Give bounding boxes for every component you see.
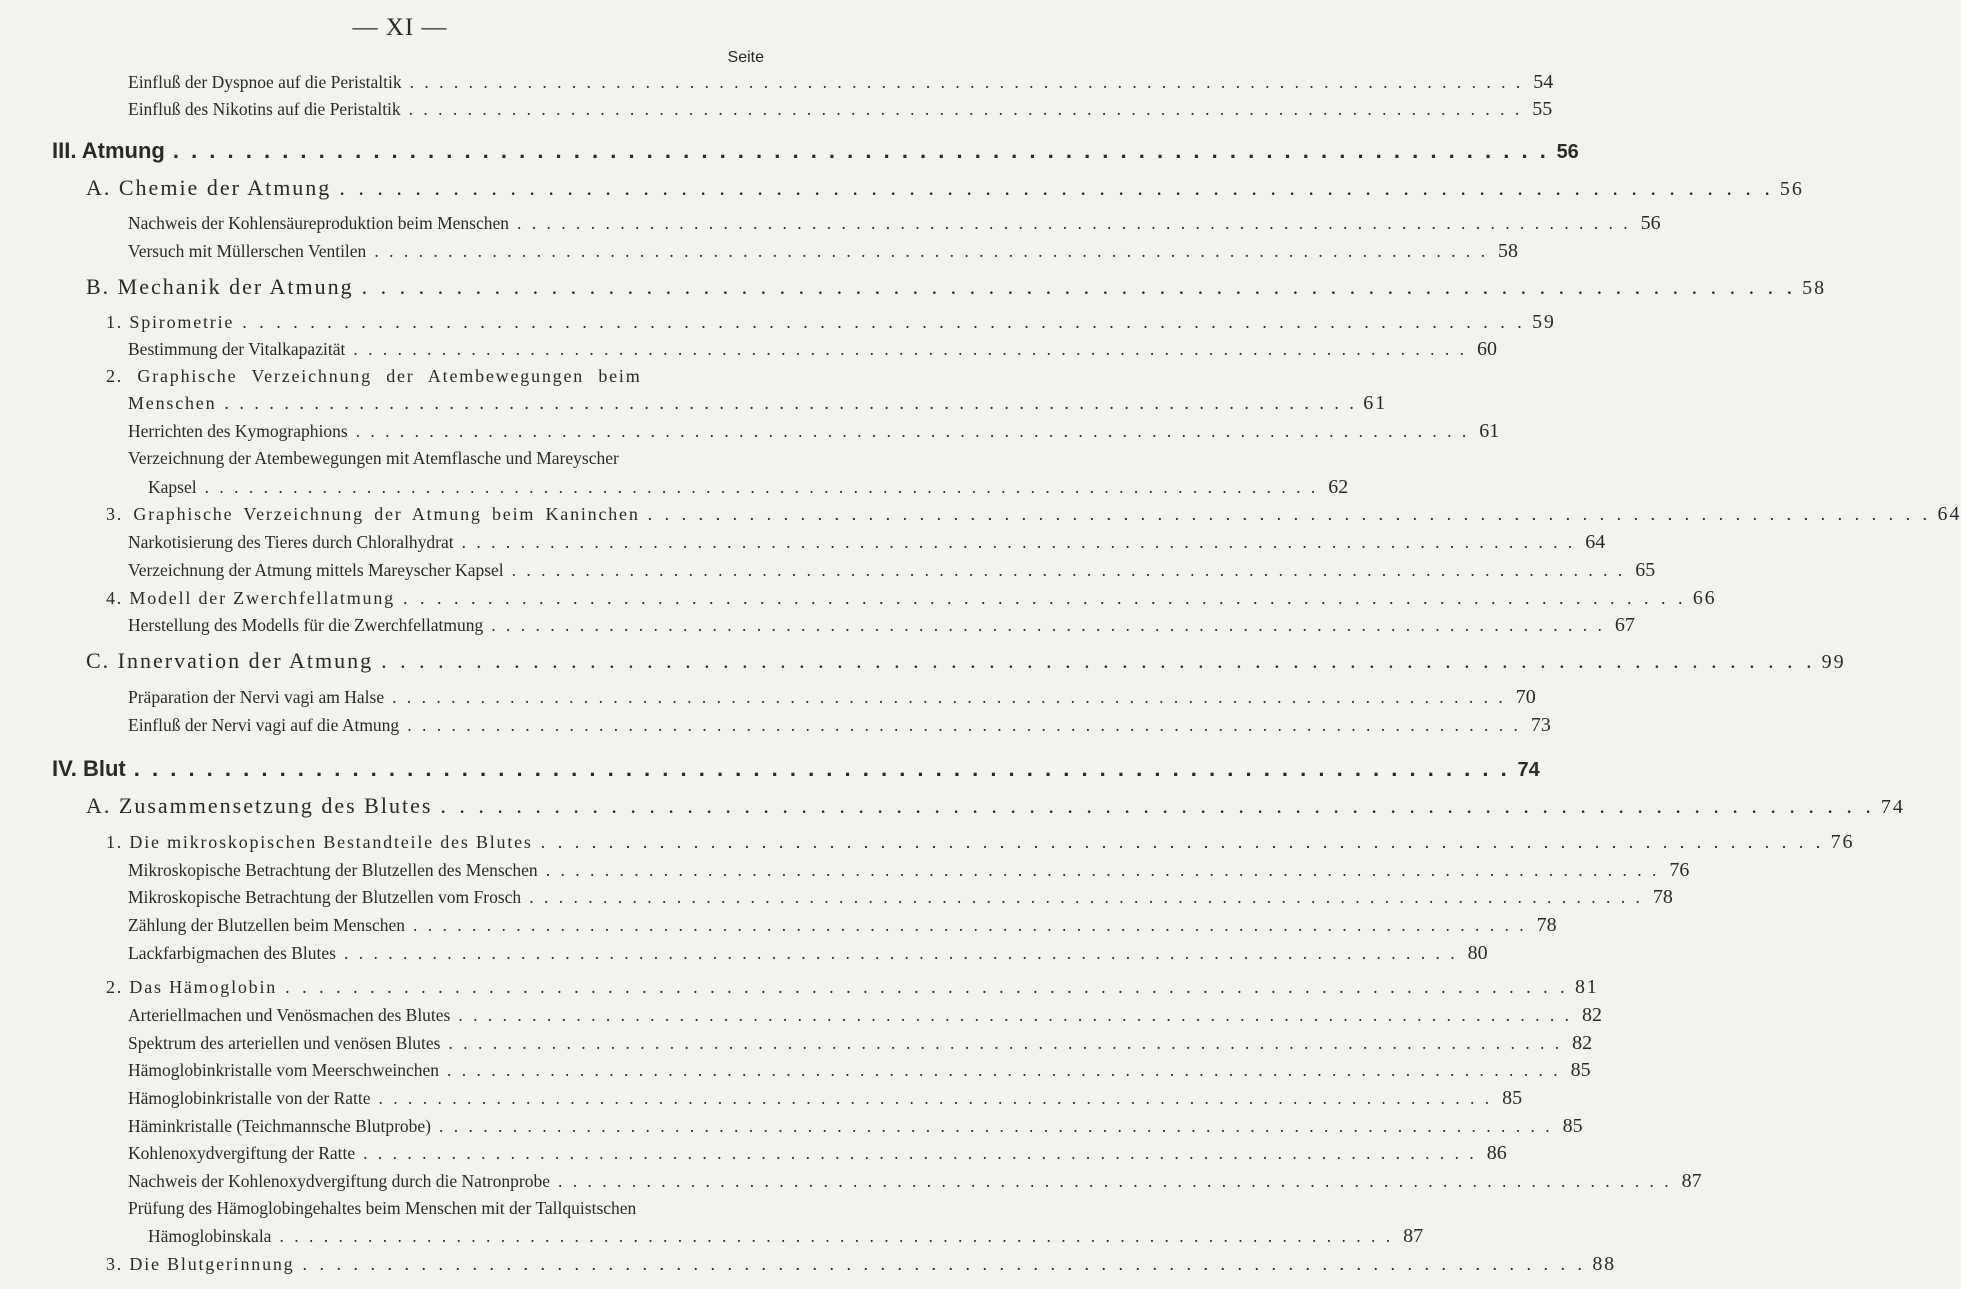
toc-part-heading xyxy=(52,138,1579,164)
toc-entry-page: 58 xyxy=(1802,277,1827,299)
toc-entry xyxy=(128,859,1690,882)
toc-entry-title: Verzeichnung der Atembewegungen mit Atemflasche und Mareyscher xyxy=(128,448,619,468)
toc-entry-title: Einfluß der Nervi vagi auf die Atmung xyxy=(128,715,400,735)
toc-entry-title: Häminkristalle (Teichmannsche Blutprobe) xyxy=(128,1116,431,1136)
toc-entry-title: Nachweis der Kohlensäureproduktion beim Menschen xyxy=(128,213,510,233)
toc-entry xyxy=(128,1032,1593,1055)
page-column-label: Seite xyxy=(727,49,764,66)
toc-entry-page: 82 xyxy=(1582,1004,1602,1026)
toc-entry-page: 85 xyxy=(1570,1059,1591,1081)
toc-entry-page: 99 xyxy=(1821,651,1846,673)
toc-entry-page: 80 xyxy=(1467,942,1488,964)
toc-entry-title: Kapsel xyxy=(148,477,197,497)
toc-entry-page: 56 xyxy=(1640,212,1661,234)
toc-entry-page: 56 xyxy=(1556,141,1579,163)
toc-entry-title: 1. Spirometrie xyxy=(106,312,235,332)
toc-entry-title: B. Mechanik der Atmung xyxy=(86,274,354,299)
toc-entry-page: 78 xyxy=(1536,914,1557,936)
toc-entry xyxy=(128,714,1551,737)
toc-subsection xyxy=(106,366,764,387)
toc-entry xyxy=(128,1059,1591,1082)
toc-entry-continued xyxy=(148,1225,1424,1248)
toc-subsection-continued xyxy=(128,392,1387,415)
toc-entry-title: Lackfarbigmachen des Blutes xyxy=(128,943,336,963)
toc-entry-title: Hämoglobinkristalle von der Ratte xyxy=(128,1088,371,1108)
toc-entry-title: Herstellung des Modells für die Zwerchfellatmung xyxy=(128,615,484,635)
toc-entry-title: IV. Blut xyxy=(52,756,126,781)
toc-entry-title: Arteriellmachen und Venösmachen des Blutes xyxy=(128,1005,451,1025)
toc-entry-page: 70 xyxy=(1515,686,1536,708)
toc-entry-continued xyxy=(148,476,1349,499)
toc-subsection xyxy=(106,587,1717,610)
toc-entry xyxy=(128,1142,1507,1165)
toc-entry-page: 78 xyxy=(1652,886,1673,908)
toc-entry-title: 2. Graphische Verzeichnung der Atembewegungen beim xyxy=(106,366,642,386)
toc-entry-page: 87 xyxy=(1403,1225,1424,1247)
toc-entry-page: 81 xyxy=(1574,976,1599,998)
toc-entry xyxy=(128,1087,1523,1110)
toc-entry-page: 55 xyxy=(1532,98,1553,120)
toc-entry-page: 62 xyxy=(1328,476,1349,498)
toc-entry-title: 3. Die Blutgerinnung xyxy=(106,1254,295,1274)
toc-entry-title: Hämoglobinskala xyxy=(148,1226,272,1246)
toc-entry-title: 4. Modell der Zwerchfellatmung xyxy=(106,588,395,608)
toc-entry-page: 60 xyxy=(1476,338,1497,360)
toc-entry-title: Verzeichnung der Atmung mittels Mareyscher Kapsel xyxy=(128,560,504,580)
toc-entry-title: Bestimmung der Vitalkapazität xyxy=(128,339,346,359)
toc-entry-title: Menschen xyxy=(128,393,217,413)
toc-entry-title: Zählung der Blutzellen beim Menschen xyxy=(128,915,406,935)
toc-entry xyxy=(128,614,1635,637)
toc-entry-page: 64 xyxy=(1937,503,1961,525)
toc-entry-page: 74 xyxy=(1880,796,1905,818)
toc-entry xyxy=(128,98,1553,121)
toc-section-heading xyxy=(86,175,1804,201)
toc-entry-title: Spektrum des arteriellen und venösen Blutes xyxy=(128,1033,441,1053)
toc-entry-page: 76 xyxy=(1669,859,1690,881)
toc-entry-page: 82 xyxy=(1572,1032,1593,1054)
toc-entry xyxy=(128,914,1557,937)
toc-entry-page: 59 xyxy=(1532,311,1556,333)
toc-entry-page: 61 xyxy=(1363,392,1387,414)
toc-entry xyxy=(128,531,1606,554)
toc-entry xyxy=(128,1004,1602,1027)
toc-entry-page: 88 xyxy=(1592,1253,1616,1275)
toc-entry-title: Mikroskopische Betrachtung der Blutzellen des Menschen xyxy=(128,860,538,880)
toc-entry-page: 54 xyxy=(1533,71,1554,93)
toc-entry-page: 85 xyxy=(1502,1087,1523,1109)
toc-entry-title: III. Atmung xyxy=(52,138,165,163)
toc-subsection xyxy=(106,311,1556,334)
toc-entry-title: A. Chemie der Atmung xyxy=(86,175,332,200)
toc-entry-page: 66 xyxy=(1692,587,1717,609)
toc-entry-title: Einfluß des Nikotins auf die Peristaltik xyxy=(128,99,401,119)
toc-section-heading xyxy=(86,648,1846,674)
toc-entry-title: Nachweis der Kohlenoxydvergiftung durch die Natronprobe xyxy=(128,1171,550,1191)
toc-entry-page: 61 xyxy=(1479,420,1500,442)
toc-entry xyxy=(128,212,1661,235)
toc-entry-page: 65 xyxy=(1635,559,1656,581)
toc-subsection xyxy=(106,831,1855,854)
toc-entry-title: Herrichten des Kymographions xyxy=(128,421,348,441)
toc-subsection xyxy=(106,503,1961,526)
toc-entry xyxy=(128,71,1554,94)
page-header: — XI — xyxy=(352,14,448,41)
toc-subsection xyxy=(106,1253,1616,1276)
toc-entry-title: C. Innervation der Atmung xyxy=(86,648,374,673)
toc-entry-title: Kohlenoxydvergiftung der Ratte xyxy=(128,1143,356,1163)
toc-entry xyxy=(128,420,1500,443)
toc-entry-page: 73 xyxy=(1530,714,1551,736)
toc-entry-page: 86 xyxy=(1486,1142,1507,1164)
toc-entry xyxy=(128,686,1536,709)
toc-entry-page: 58 xyxy=(1497,240,1518,262)
toc-entry xyxy=(128,1198,764,1219)
toc-entry xyxy=(128,338,1497,361)
toc-entry-title: Prüfung des Hämoglobingehaltes beim Menschen mit der Tallquistschen xyxy=(128,1198,637,1218)
toc-entry-title: Narkotisierung des Tieres durch Chloralhydrat xyxy=(128,532,454,552)
toc-section-heading xyxy=(86,274,1827,300)
toc-entry-title: 1. Die mikroskopischen Bestandteile des Blutes xyxy=(106,832,533,852)
toc-entry-title: 2. Das Hämoglobin xyxy=(106,977,278,997)
toc-entry-title: A. Zusammensetzung des Blutes xyxy=(86,793,433,818)
toc-part-heading xyxy=(52,756,1540,782)
toc-entry-page: 64 xyxy=(1585,531,1606,553)
toc-entry-title: 3. Graphische Verzeichnung der Atmung beim Kaninchen xyxy=(106,504,640,524)
toc-entry xyxy=(128,240,1518,263)
toc-subsection xyxy=(106,976,1599,999)
toc-entry-title: Einfluß der Dyspnoe auf die Peristaltik xyxy=(128,72,402,92)
toc-entry xyxy=(128,886,1673,909)
toc-entry-title: Versuch mit Müllerschen Ventilen xyxy=(128,241,367,261)
toc-entry xyxy=(128,448,764,469)
toc-entry-title: Präparation der Nervi vagi am Halse xyxy=(128,687,385,707)
toc-entry-title: Mikroskopische Betrachtung der Blutzellen vom Frosch xyxy=(128,887,522,907)
toc-entry-title: Hämoglobinkristalle vom Meerschweinchen xyxy=(128,1060,440,1080)
toc-entry-page: 87 xyxy=(1681,1170,1702,1192)
toc-entry xyxy=(128,1170,1702,1193)
toc-section-heading xyxy=(86,793,1905,819)
toc-entry xyxy=(128,1115,1583,1138)
toc-entry-page: 74 xyxy=(1517,759,1540,781)
toc-entry-page: 56 xyxy=(1779,178,1804,200)
toc-entry-page: 85 xyxy=(1562,1115,1583,1137)
toc-entry xyxy=(128,942,1488,965)
toc-entry-page: 67 xyxy=(1614,614,1635,636)
toc-entry xyxy=(128,559,1656,582)
toc-entry-page: 76 xyxy=(1830,831,1855,853)
